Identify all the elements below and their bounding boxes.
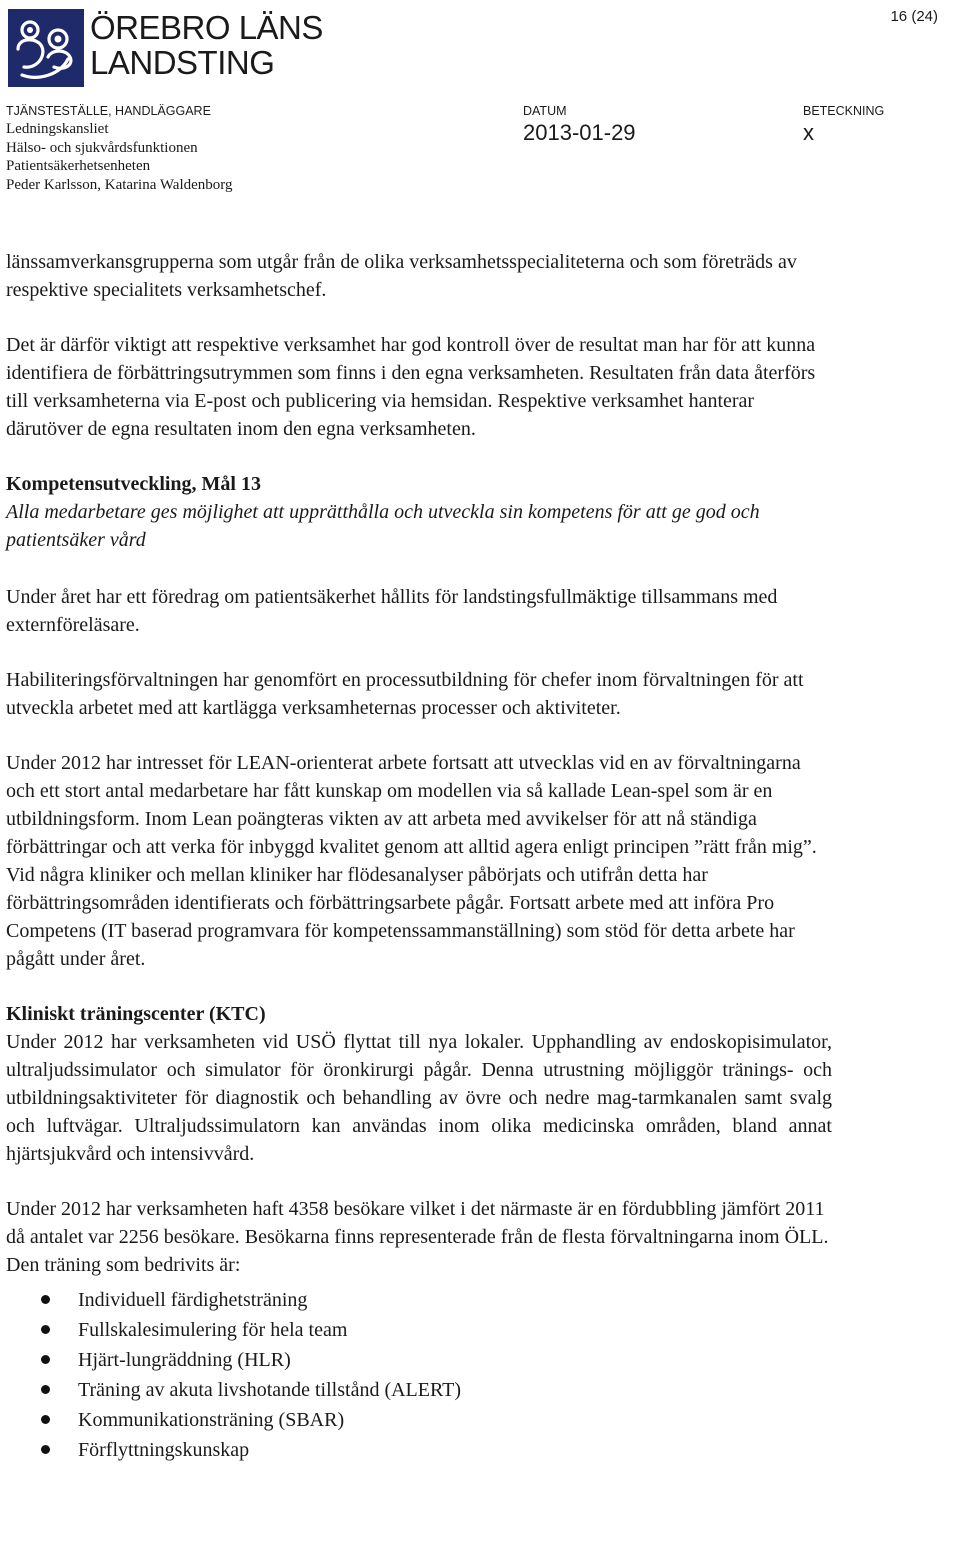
bullet-icon	[41, 1325, 50, 1334]
section-heading-kompetensutveckling: Kompetensutveckling, Mål 13	[6, 473, 261, 495]
list-item-text: Individuell färdighetsträning	[78, 1289, 308, 1311]
section-heading-ktc: Kliniskt träningscenter (KTC)	[6, 1003, 266, 1025]
organization-name	[90, 10, 323, 80]
list-item	[6, 1375, 832, 1405]
bullet-icon	[41, 1385, 50, 1394]
paragraph: Under 2012 har intresset för LEAN-orienterat arbete fortsatt att utvecklas vid en av förvaltningarna och ett stort antal medarbetare har fått kunskap om modellen via så kallade Lean-spel som är en utbildningsform. Inom Lean poängteras vikten av att arbeta med avvikelser för att nå ständiga förbättringar och att verka för inbyggd kvalitet genom att alltid agera enligt principen ”rätt från mig”. Vid några kliniker och mellan kliniker har flödesanalyser påbörjats och utifrån detta har förbättringsområden identifierats och förbättringsarbete pågår. Fortsatt arbete med att införa Pro Competens (IT baserad programvara för kompetenssammanställning) som stöd för detta arbete har pågått under året.	[6, 752, 817, 970]
paragraph: länssamverkansgrupperna som utgår från de olika verksamhetsspecialiteterna och som företräds av respektive specialitets verksamhetschef.	[6, 251, 797, 301]
unit-details	[6, 120, 233, 194]
unit-line: Ledningskansliet	[6, 121, 109, 137]
landsting-logo-icon	[8, 9, 84, 87]
list-item-text: Fullskalesimulering för hela team	[78, 1319, 348, 1341]
date-label: DATUM	[523, 104, 567, 118]
list-item	[6, 1435, 832, 1465]
paragraph: Under 2012 har verksamheten vid USÖ flyttat till nya lokaler. Upphandling av endoskopisimulator, ultraljudssimulator och simulator för öronkirurgi pågår. Denna utrustning möjliggör tränings- och utbildningsaktiviteter för diagnostik och behandling av övre och nedre mag-tarmkanalen samt svalg och luftvägar. Ultraljudssimulatorn kan användas inom olika medicinska områden, bland annat hjärtsjukvård och intensivvård.	[6, 1031, 832, 1165]
bullet-icon	[41, 1295, 50, 1304]
list-item-text: Träning av akuta livshotande tillstånd (ALERT)	[78, 1379, 461, 1401]
reference-value: x	[803, 120, 814, 145]
bullet-icon	[41, 1415, 50, 1424]
date-value: 2013-01-29	[523, 120, 636, 145]
paragraph: Det är därför viktigt att respektive verksamhet har god kontroll över de resultat man har för att kunna identifiera de förbättringsutrymmen som finns i den egna verksamheten. Resultaten från data återförs till verksamheterna via E-post och publicering via hemsidan. Respektive verksamhet hanterar därutöver de egna resultaten inom den egna verksamheten.	[6, 334, 816, 440]
organization-name-line2: LANDSTING	[90, 44, 275, 81]
paragraph: Under 2012 har verksamheten haft 4358 besökare vilket i det närmaste är en fördubbling jämfört 2011 då antalet var 2256 besökare. Besökarna finns representerade från de flesta förvaltningarna inom ÖLL. Den träning som bedrivits är:	[6, 1198, 829, 1276]
list-item	[6, 1345, 832, 1375]
page-number: 16 (24)	[890, 8, 938, 25]
training-list	[6, 1285, 832, 1465]
unit-label: TJÄNSTESTÄLLE, HANDLÄGGARE	[6, 104, 211, 118]
paragraph: Under året har ett föredrag om patientsäkerhet hållits för landstingsfullmäktige tillsammans med externföreläsare.	[6, 586, 778, 636]
organization-name-line1: ÖREBRO LÄNS	[90, 9, 323, 46]
document-body	[6, 248, 832, 1465]
unit-line: Peder Karlsson, Katarina Waldenborg	[6, 176, 233, 193]
list-item	[6, 1285, 832, 1315]
list-item-text: Förflyttningskunskap	[78, 1439, 250, 1461]
bullet-icon	[41, 1445, 50, 1454]
list-item-text: Kommunikationsträning (SBAR)	[78, 1409, 345, 1431]
paragraph: Habiliteringsförvaltningen har genomfört en processutbildning för chefer inom förvaltningen för att utveckla arbetet med att kartlägga verksamheternas processer och aktiviteter.	[6, 669, 804, 719]
list-item-text: Hjärt-lungräddning (HLR)	[78, 1349, 291, 1371]
list-item	[6, 1315, 832, 1345]
list-item	[6, 1405, 832, 1435]
unit-line: Patientsäkerhetsenheten	[6, 158, 151, 174]
goal-statement: Alla medarbetare ges möjlighet att upprätthålla och utveckla sin kompetens för att ge god och patientsäker vård	[6, 501, 760, 551]
bullet-icon	[41, 1355, 50, 1364]
unit-line: Hälso- och sjukvårdsfunktionen	[6, 139, 198, 156]
reference-label: BETECKNING	[803, 104, 885, 118]
